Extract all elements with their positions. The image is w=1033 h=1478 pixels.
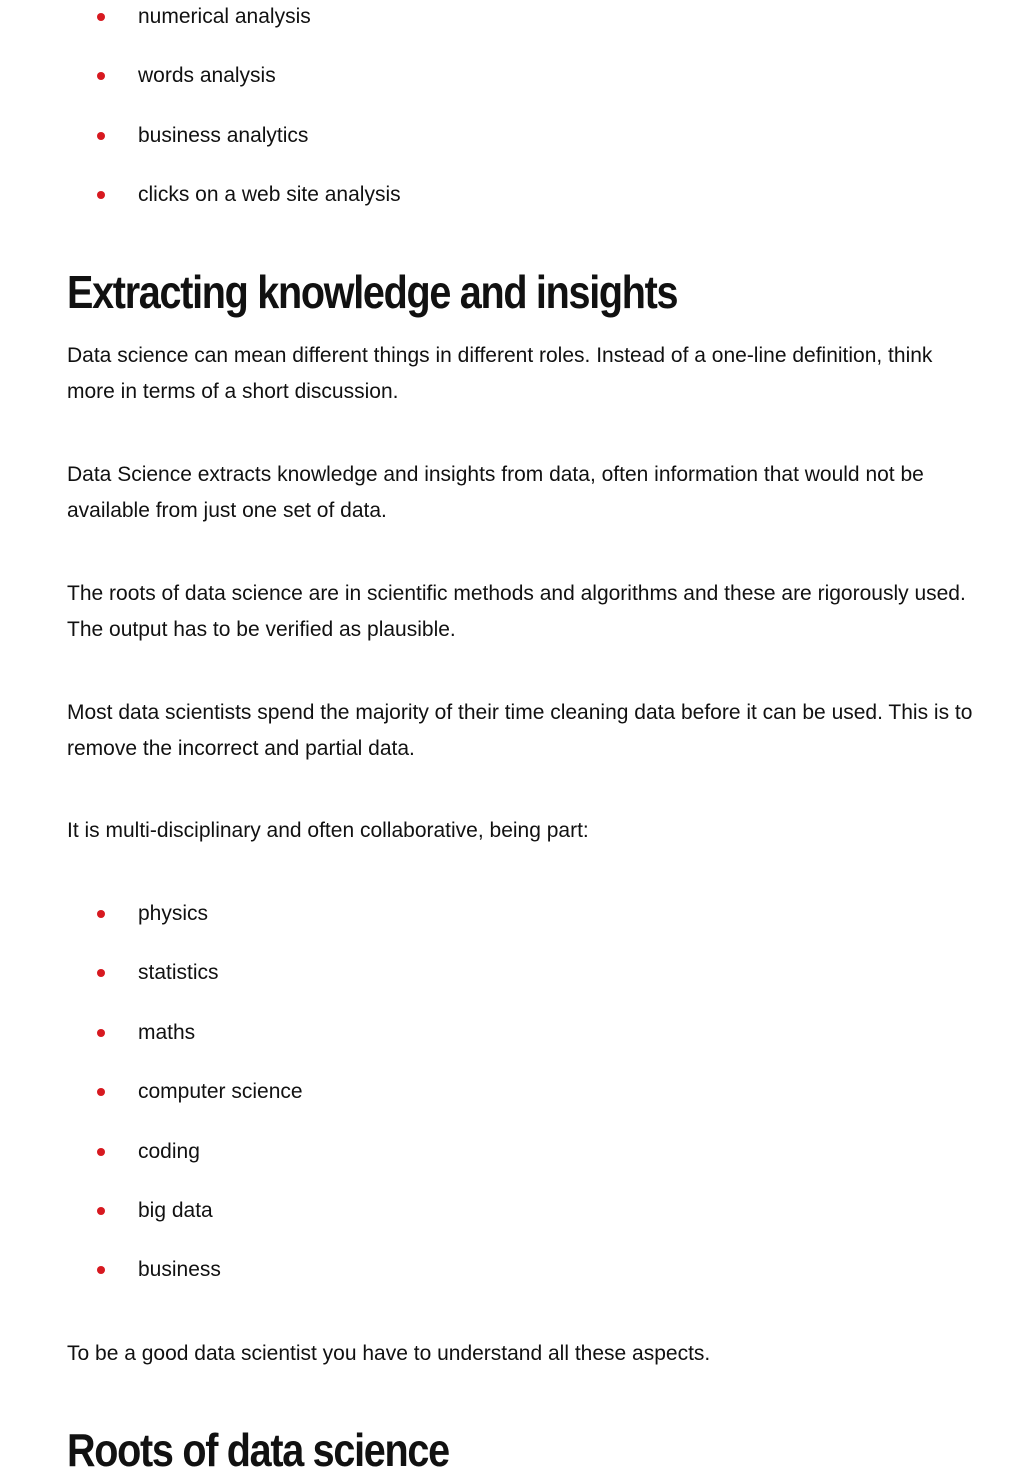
list-item xyxy=(67,956,303,1015)
paragraph-definition: Data science can mean different things in different roles. Instead of a one-line definition, think more in terms of a short discussion. xyxy=(67,344,933,403)
list-item xyxy=(67,1135,303,1194)
list-item xyxy=(67,0,401,59)
list-item xyxy=(67,178,401,237)
list-item xyxy=(67,897,303,956)
list-item-text: computer science xyxy=(138,1080,303,1104)
section-heading-roots: Roots of data science xyxy=(67,1424,449,1476)
disciplines-list xyxy=(67,897,303,1313)
analysis-types-list xyxy=(67,0,401,238)
bullet-icon xyxy=(97,1266,105,1274)
paragraph-roots: The roots of data science are in scientific methods and algorithms and these are rigorously used. The output has to be verified as plausible. xyxy=(67,582,966,641)
list-item xyxy=(67,1194,303,1253)
list-item-text: maths xyxy=(138,1020,196,1044)
bullet-icon xyxy=(97,191,105,199)
list-item xyxy=(67,1016,303,1075)
bullet-icon xyxy=(97,132,105,140)
paragraph-closing: To be a good data scientist you have to understand all these aspects. xyxy=(67,1342,711,1365)
list-item-text: statistics xyxy=(138,961,219,985)
list-item-text: clicks on a web site analysis xyxy=(138,183,401,207)
list-item-text: words analysis xyxy=(138,64,276,88)
bullet-icon xyxy=(97,1029,105,1037)
paragraph-extracts: Data Science extracts knowledge and insights from data, often information that would not be available from just one set of data. xyxy=(67,463,924,522)
list-item-text: business analytics xyxy=(138,123,309,147)
list-item-text: coding xyxy=(138,1139,200,1163)
list-item xyxy=(67,59,401,118)
list-item-text: big data xyxy=(138,1198,213,1222)
bullet-icon xyxy=(97,13,105,21)
bullet-icon xyxy=(97,1148,105,1156)
list-item-text: numerical analysis xyxy=(138,5,311,28)
bullet-icon xyxy=(97,72,105,80)
section-heading-extracting: Extracting knowledge and insights xyxy=(67,266,678,318)
bullet-icon xyxy=(97,1088,105,1096)
list-item-text: physics xyxy=(138,902,209,925)
paragraph-multidisciplinary: It is multi-disciplinary and often collaborative, being part: xyxy=(67,819,589,842)
list-item xyxy=(67,119,401,178)
paragraph-cleaning: Most data scientists spend the majority of their time cleaning data before it can be used. This is to remove the incorrect and partial data. xyxy=(67,701,973,760)
bullet-icon xyxy=(97,969,105,977)
list-item-text: business xyxy=(138,1258,221,1282)
bullet-icon xyxy=(97,1207,105,1215)
bullet-icon xyxy=(97,910,105,918)
list-item xyxy=(67,1075,303,1134)
list-item xyxy=(67,1253,303,1312)
